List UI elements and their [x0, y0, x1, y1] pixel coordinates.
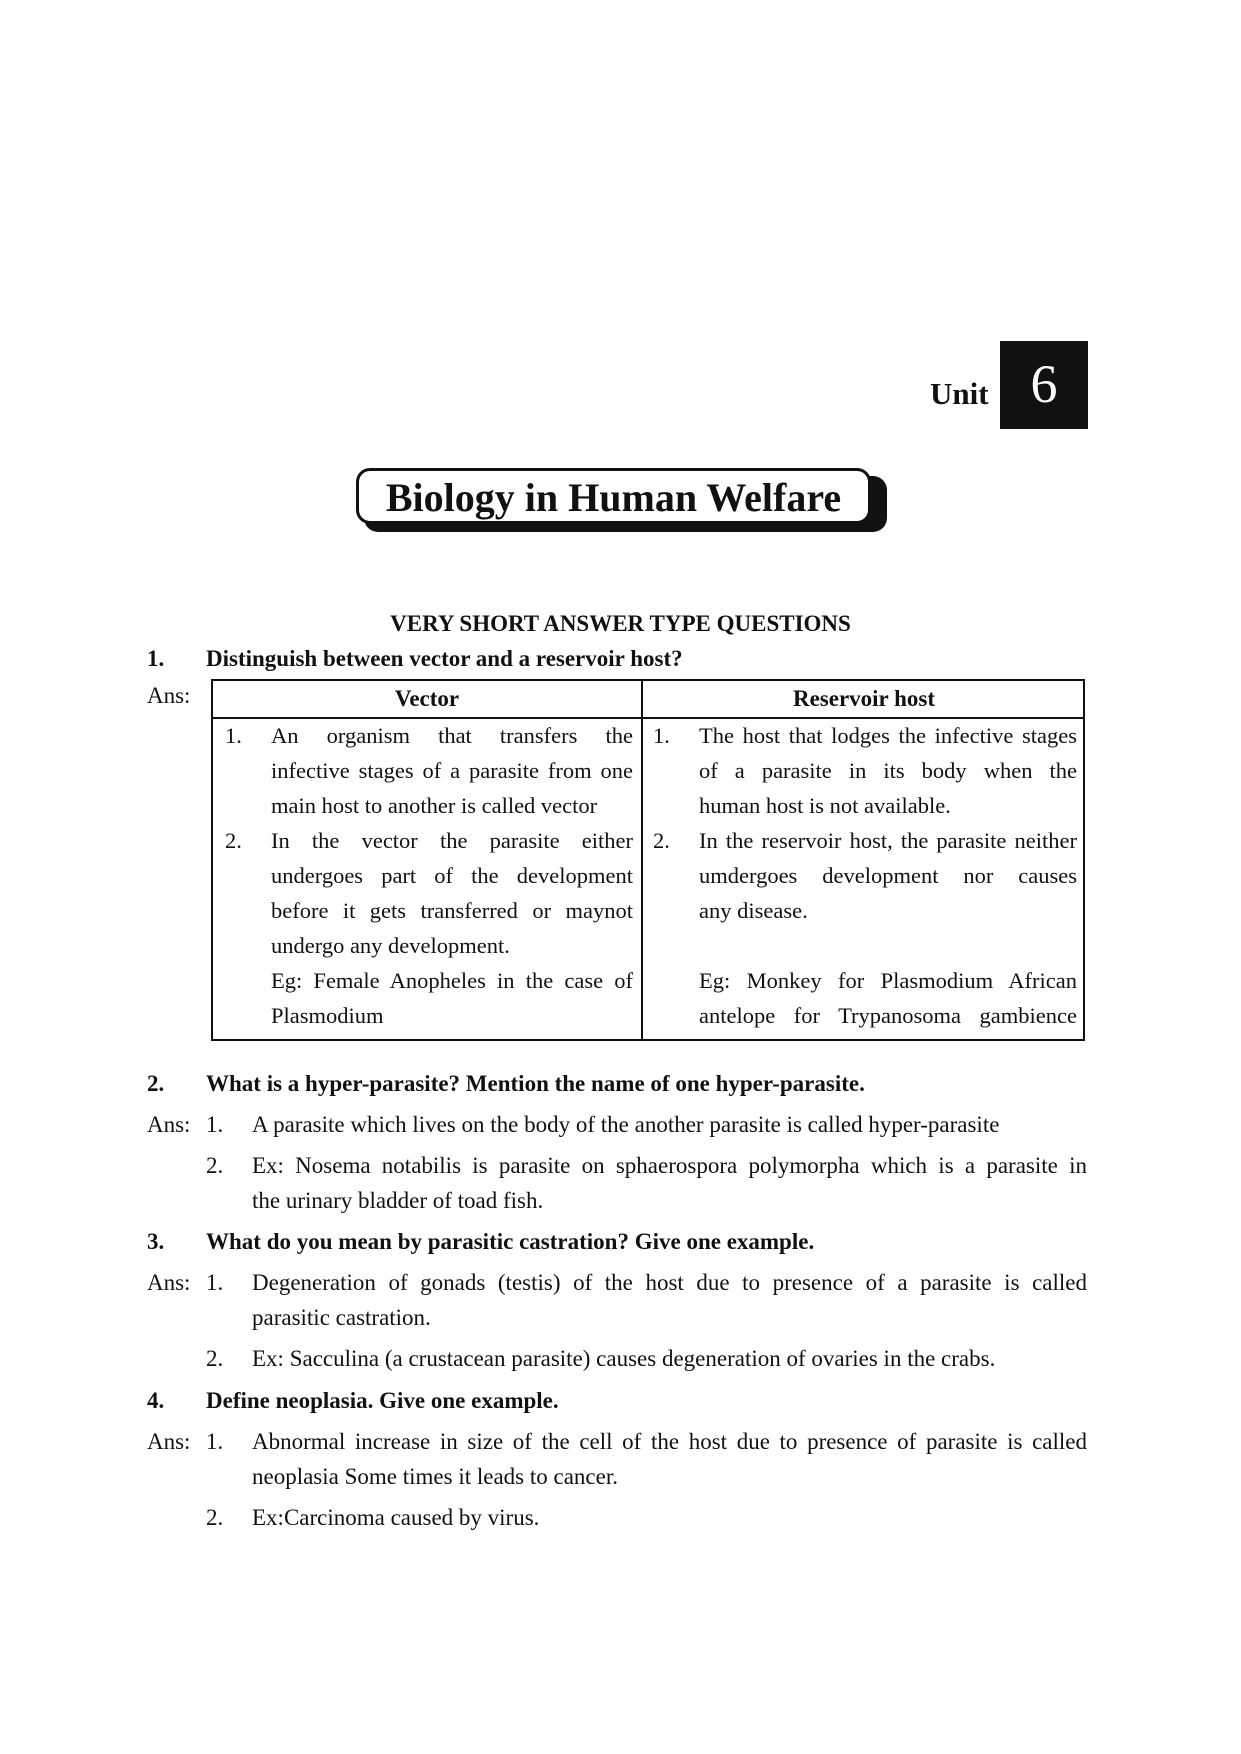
- question-number: 2.: [147, 1071, 165, 1096]
- question-text: What do you mean by parasitic castration? Give one example.: [206, 1229, 815, 1254]
- vector-point-line: In the vector the parasite either: [271, 828, 633, 853]
- table-header-reservoir-host: Reservoir host: [792, 686, 936, 711]
- vector-point-line: undergo any development.: [271, 933, 510, 958]
- answer-point-number: 1.: [206, 1429, 224, 1454]
- answer-line: Ex: Nosema notabilis is parasite on sphaerospora polymorpha which is a parasite in: [252, 1153, 1087, 1178]
- question-number: 4.: [147, 1388, 165, 1413]
- reservoir-example-line: antelope for Trypanosoma gambience: [699, 1003, 1077, 1028]
- reservoir-point-number: 2.: [653, 828, 670, 853]
- answer-label: Ans:: [147, 683, 191, 708]
- question-number: 3.: [147, 1229, 165, 1254]
- answer-line: neoplasia Some times it leads to cancer.: [252, 1464, 618, 1489]
- question-text: What is a hyper-parasite? Mention the name of one hyper-parasite.: [206, 1071, 865, 1096]
- question-number: 1.: [147, 646, 165, 671]
- reservoir-point-line: umdergoes development nor causes: [699, 863, 1077, 888]
- reservoir-point-line: of a parasite in its body when the: [699, 758, 1077, 783]
- answer-line: parasitic castration.: [252, 1305, 431, 1330]
- answer-point-number: 2.: [206, 1153, 224, 1178]
- answer-line: Ex: Sacculina (a crustacean parasite) causes degeneration of ovaries in the crabs.: [252, 1346, 996, 1371]
- answer-line: the urinary bladder of toad fish.: [252, 1188, 544, 1213]
- question-text: Distinguish between vector and a reservoir host?: [206, 646, 683, 671]
- answer-point-number: 2.: [206, 1346, 224, 1371]
- reservoir-point-line: In the reservoir host, the parasite neither: [699, 828, 1077, 853]
- question-text: Define neoplasia. Give one example.: [206, 1388, 559, 1413]
- reservoir-example-line: Eg: Monkey for Plasmodium African: [699, 968, 1077, 993]
- answer-label: Ans:: [147, 1429, 191, 1454]
- vector-example-line: Plasmodium: [271, 1003, 384, 1028]
- answer-label: Ans:: [147, 1112, 191, 1137]
- answer-line: Ex:Carcinoma caused by virus.: [252, 1505, 540, 1530]
- answer-line: Abnormal increase in size of the cell of the host due to presence of parasite is called: [252, 1429, 1087, 1454]
- section-heading: VERY SHORT ANSWER TYPE QUESTIONS: [390, 611, 851, 636]
- answer-point-number: 2.: [206, 1505, 224, 1530]
- table-header-vector: Vector: [394, 686, 460, 711]
- answer-line: A parasite which lives on the body of the another parasite is called hyper-parasite: [252, 1112, 1000, 1137]
- vector-point-number: 1.: [225, 723, 242, 748]
- table-column-divider: [641, 681, 643, 1039]
- unit-label: Unit: [930, 376, 989, 411]
- vector-point-line: An organism that transfers the: [271, 723, 633, 748]
- reservoir-point-number: 1.: [653, 723, 670, 748]
- reservoir-point-line: The host that lodges the infective stages: [699, 723, 1077, 748]
- answer-point-number: 1.: [206, 1270, 224, 1295]
- vector-point-line: before it gets transferred or maynot: [271, 898, 633, 923]
- vector-point-line: main host to another is called vector: [271, 793, 598, 818]
- reservoir-point-line: human host is not available.: [699, 793, 951, 818]
- chapter-title: Biology in Human Welfare: [356, 468, 871, 524]
- reservoir-point-line: any disease.: [699, 898, 808, 923]
- vector-example-line: Eg: Female Anopheles in the case of: [271, 968, 633, 993]
- table-header-divider: [213, 717, 1083, 719]
- comparison-table: [211, 679, 1085, 1041]
- answer-line: Degeneration of gonads (testis) of the host due to presence of a parasite is called: [252, 1270, 1087, 1295]
- vector-point-line: infective stages of a parasite from one: [271, 758, 633, 783]
- answer-point-number: 1.: [206, 1112, 224, 1137]
- vector-point-number: 2.: [225, 828, 242, 853]
- unit-number-badge: 6: [1000, 341, 1088, 429]
- answer-label: Ans:: [147, 1270, 191, 1295]
- vector-point-line: undergoes part of the development: [271, 863, 633, 888]
